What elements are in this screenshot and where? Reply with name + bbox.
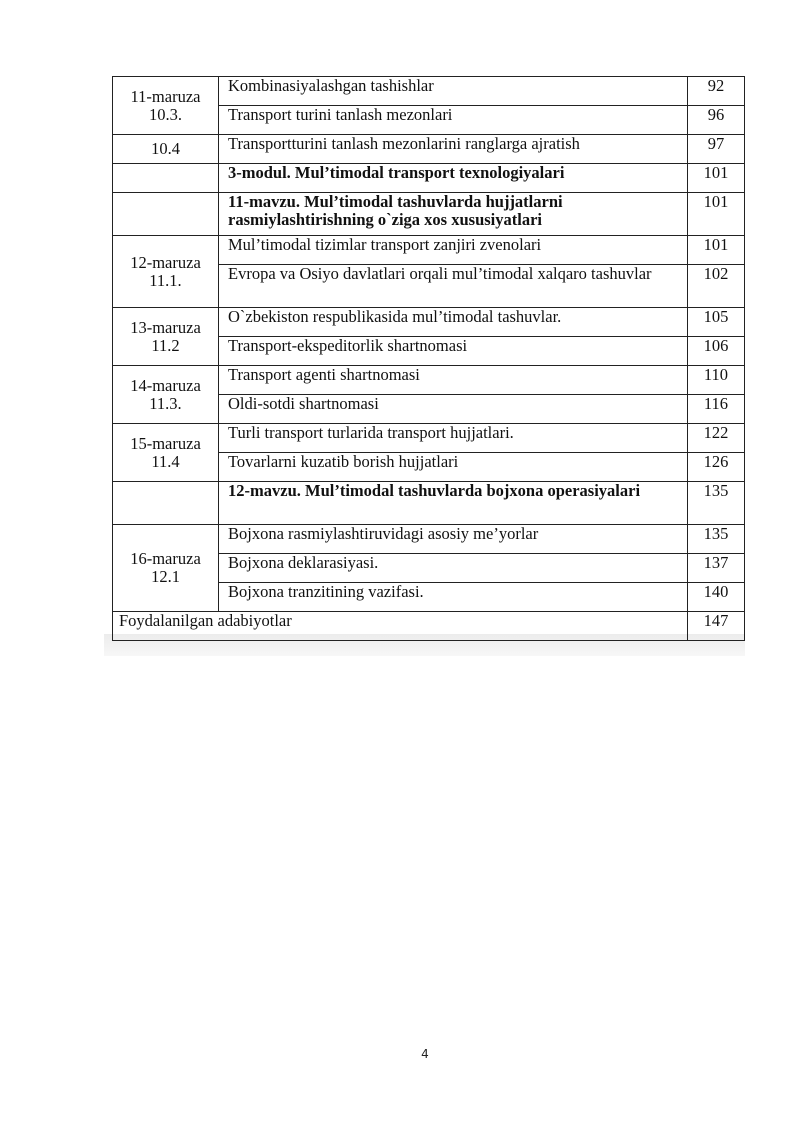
- toc-entry-title: Bojxona deklarasiyasi.: [219, 554, 688, 583]
- toc-entry-page: 92: [688, 77, 745, 106]
- toc-entry-title: Transport agenti shartnomasi: [219, 366, 688, 395]
- toc-row: [113, 236, 745, 265]
- toc-entry-page: 101: [688, 164, 745, 193]
- references-title: Foydalanilgan adabiyotlar: [113, 612, 688, 641]
- lecture-number: [113, 482, 219, 525]
- topic-heading: 12-mavzu. Mul’timodal tashuvlarda bojxona operasiyalari: [219, 482, 688, 525]
- lecture-number: 15-maruza 11.4: [113, 424, 219, 482]
- toc-entry-title: Bojxona tranzitining vazifasi.: [219, 583, 688, 612]
- toc-row: [113, 482, 745, 525]
- toc-row: [113, 164, 745, 193]
- toc-entry-page: 101: [688, 236, 745, 265]
- toc-entry-page: 116: [688, 395, 745, 424]
- table-of-contents: [112, 76, 745, 641]
- toc-entry-page: 122: [688, 424, 745, 453]
- lecture-number: 14-maruza 11.3.: [113, 366, 219, 424]
- toc-entry-title: Transport turini tanlash mezonlari: [219, 106, 688, 135]
- toc-row-references: [113, 612, 745, 641]
- lecture-number: 10.4: [113, 135, 219, 164]
- toc-entry-page: 110: [688, 366, 745, 395]
- toc-entry-page: 102: [688, 265, 745, 308]
- toc-entry-title: Evropa va Osiyo davlatlari orqali mul’timodal xalqaro tashuvlar: [219, 265, 688, 308]
- toc-entry-page: 96: [688, 106, 745, 135]
- toc-entry-title: Kombinasiyalashgan tashishlar: [219, 77, 688, 106]
- toc-entry-title: Transportturini tanlash mezonlarini ranglarga ajratish: [219, 135, 688, 164]
- toc-row: [113, 77, 745, 106]
- toc-entry-page: 137: [688, 554, 745, 583]
- toc-entry-title: Tovarlarni kuzatib borish hujjatlari: [219, 453, 688, 482]
- toc-row: [113, 135, 745, 164]
- toc-entry-title: Oldi-sotdi shartnomasi: [219, 395, 688, 424]
- toc-entry-page: 101: [688, 193, 745, 236]
- toc-entry-page: 106: [688, 337, 745, 366]
- lecture-number: 12-maruza 11.1.: [113, 236, 219, 308]
- toc-entry-page: 97: [688, 135, 745, 164]
- toc-entry-title: O`zbekiston respublikasida mul’timodal tashuvlar.: [219, 308, 688, 337]
- toc-entry-page: 140: [688, 583, 745, 612]
- module-heading: 3-modul. Mul’timodal transport texnologiyalari: [219, 164, 688, 193]
- toc-entry-page: 105: [688, 308, 745, 337]
- toc-row: [113, 193, 745, 236]
- toc-entry-title: Bojxona rasmiylashtiruvidagi asosiy me’yorlar: [219, 525, 688, 554]
- references-page: 147: [688, 612, 745, 641]
- toc-entry-page: 135: [688, 525, 745, 554]
- lecture-number: 11-maruza 10.3.: [113, 77, 219, 135]
- toc-row: [113, 424, 745, 453]
- toc-entry-page: 135: [688, 482, 745, 525]
- toc-entry-title: Mul’timodal tizimlar transport zanjiri zvenolari: [219, 236, 688, 265]
- topic-heading: 11-mavzu. Mul’timodal tashuvlarda hujjatlarni rasmiylashtirishning o`ziga xos xususiyatlari: [219, 193, 688, 236]
- toc-row: [113, 525, 745, 554]
- toc-row: [113, 308, 745, 337]
- toc-entry-title: Transport-ekspeditorlik shartnomasi: [219, 337, 688, 366]
- page-number: 4: [421, 1047, 429, 1061]
- toc-row: [113, 366, 745, 395]
- lecture-number: 13-maruza 11.2: [113, 308, 219, 366]
- lecture-number: [113, 193, 219, 236]
- lecture-number: 16-maruza 12.1: [113, 525, 219, 612]
- toc-entry-title: Turli transport turlarida transport hujjatlari.: [219, 424, 688, 453]
- lecture-number: [113, 164, 219, 193]
- toc-entry-page: 126: [688, 453, 745, 482]
